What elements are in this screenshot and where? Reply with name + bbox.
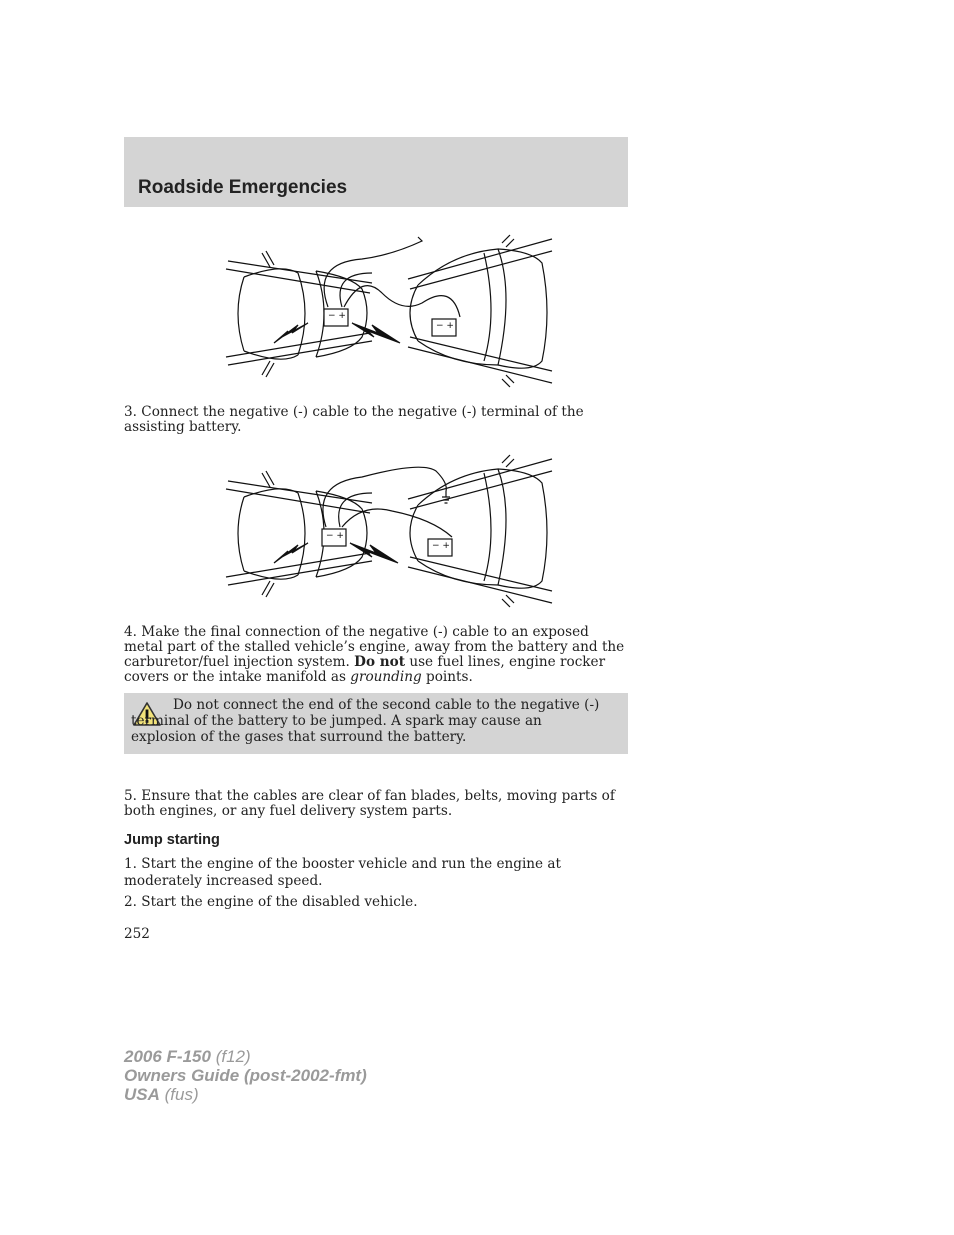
step-4-emphasis: Do not bbox=[354, 654, 405, 670]
warning-box bbox=[124, 693, 628, 754]
booster-vehicle-drawing bbox=[408, 455, 552, 607]
jump-starting-heading: Jump starting bbox=[124, 832, 220, 848]
footer-line-2: Owners Guide (post-2002-fmt) bbox=[124, 1066, 367, 1085]
booster-vehicle-drawing bbox=[408, 235, 552, 387]
svg-text:− +: − + bbox=[436, 321, 454, 331]
stalled-vehicle-drawing bbox=[226, 251, 372, 377]
svg-text:− +: − + bbox=[432, 541, 450, 551]
footer-line-1: 2006 F-150 (f12) bbox=[124, 1047, 251, 1066]
step-3-text: 3. Connect the negative (-) cable to the negative (-) terminal of the assisting battery. bbox=[124, 404, 584, 435]
document-footer bbox=[124, 1047, 367, 1104]
section-header-band bbox=[124, 137, 628, 207]
jump-step-1-text: 1. Start the engine of the booster vehicle and run the engine at moderately increased speed. bbox=[124, 856, 561, 889]
footer-line-3: USA (fus) bbox=[124, 1085, 199, 1104]
jump-step-2-text: 2. Start the engine of the disabled vehicle. bbox=[124, 894, 418, 910]
warning-text: Do not connect the end of the second cable to the negative (-) terminal of the battery to be jumped. A spark may cause an explosion of the gases that surround the battery. bbox=[131, 697, 600, 745]
step-5-text: 5. Ensure that the cables are clear of fan blades, belts, moving parts of both engines, or any fuel delivery system parts. bbox=[124, 788, 615, 819]
jump-start-diagram-step4 bbox=[222, 453, 554, 613]
page-number: 252 bbox=[124, 926, 150, 942]
svg-text:− +: − + bbox=[328, 311, 346, 321]
stalled-vehicle-drawing bbox=[226, 471, 372, 597]
step-4-italic-term: grounding bbox=[350, 669, 422, 685]
step-4-text: 4. Make the final connection of the negative (-) cable to an exposed metal part of the stalled vehicle’s engine, away from the battery and the carburetor/fuel injection system. Do not use fuel lines, engine rocker covers or the intake manifold as grounding points. bbox=[124, 624, 625, 685]
section-title: Roadside Emergencies bbox=[138, 177, 348, 198]
svg-text:− +: − + bbox=[326, 531, 344, 541]
jump-start-diagram-step3 bbox=[222, 233, 554, 393]
